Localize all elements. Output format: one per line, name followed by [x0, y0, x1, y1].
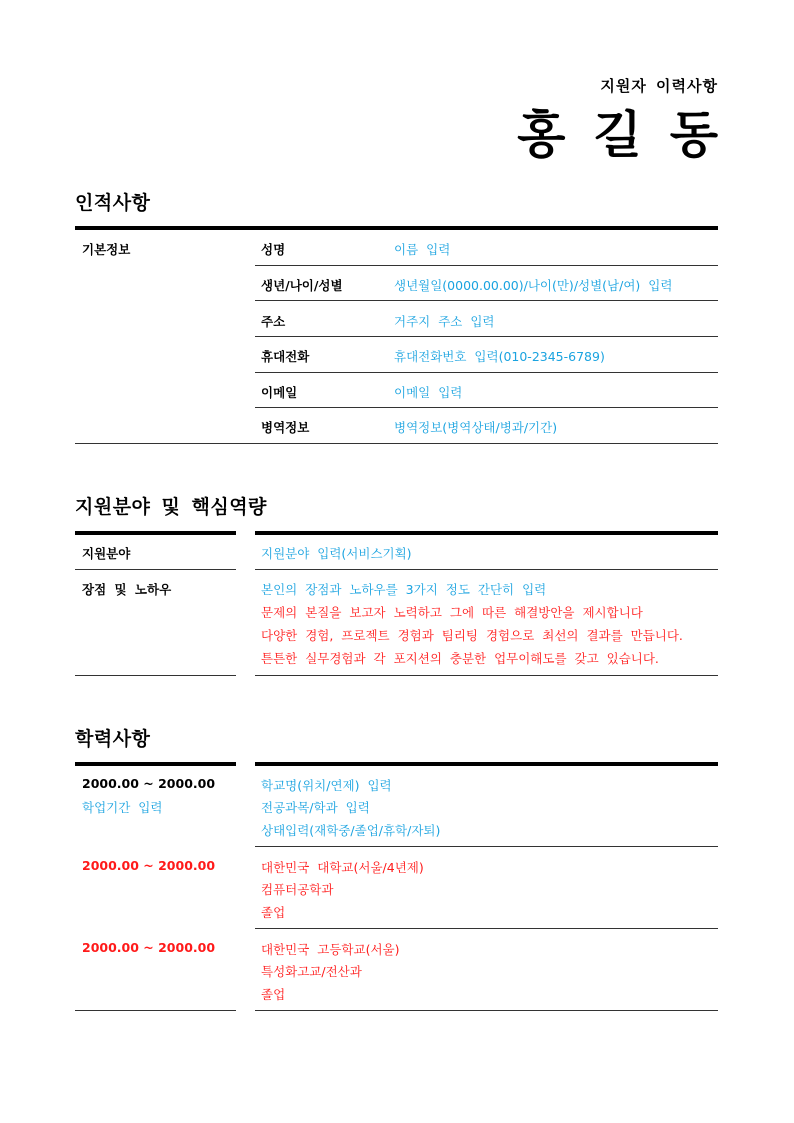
row-label-strengths: 장점 및 노하우 — [82, 582, 172, 597]
strength-line[interactable]: 본인의 장점과 노하우를 3가지 정도 간단히 입력 — [261, 582, 547, 597]
strength-line[interactable]: 문제의 본질을 보고자 노력하고 그에 따른 해결방안을 제시합니다 — [261, 605, 643, 620]
document-subtitle: 지원자 이력사항 — [600, 77, 718, 95]
applicant-name: 홍길동 — [517, 106, 746, 164]
divider — [75, 443, 718, 444]
education-period[interactable]: 2000.00 ~ 2000.00 — [82, 940, 216, 955]
row-label: 생년/나이/성별 — [261, 278, 343, 293]
education-period[interactable]: 2000.00 ~ 2000.00 — [82, 776, 216, 791]
education-school[interactable]: 대한민국 고등학교(서울) — [261, 942, 400, 957]
row-value-address[interactable]: 거주지 주소 입력 — [394, 314, 495, 329]
section-title-personal: 인적사항 — [75, 192, 151, 214]
education-major[interactable]: 전공과목/학과 입력 — [261, 800, 370, 815]
education-status[interactable]: 상태입력(재학중/졸업/휴학/자퇴) — [261, 823, 441, 838]
row-value-phone[interactable]: 휴대전화번호 입력(010-2345-6789) — [394, 349, 605, 364]
row-value-birth[interactable]: 생년월일(0000.00.00)/나이(만)/성별(남/여) 입력 — [394, 278, 673, 293]
education-major[interactable]: 특성화고교/전산과 — [261, 964, 362, 979]
group-label-basic-info: 기본정보 — [82, 242, 131, 257]
divider — [75, 675, 236, 676]
row-label: 성명 — [261, 242, 286, 257]
section-title-education: 학력사항 — [75, 728, 151, 750]
education-school[interactable]: 학교명(위치/연제) 입력 — [261, 778, 392, 793]
divider — [255, 336, 718, 337]
divider — [255, 265, 718, 266]
divider — [75, 762, 236, 766]
divider — [255, 569, 718, 570]
row-value-name[interactable]: 이름 입력 — [394, 242, 451, 257]
row-label-applied-field: 지원분야 — [82, 546, 131, 561]
row-value-email[interactable]: 이메일 입력 — [394, 385, 463, 400]
strength-line[interactable]: 다양한 경험, 프로젝트 경험과 팀리팅 경험으로 최선의 결과를 만듭니다. — [261, 628, 683, 643]
education-major[interactable]: 컴퓨터공학과 — [261, 882, 334, 897]
education-school[interactable]: 대한민국 대학교(서울/4년제) — [261, 860, 424, 875]
education-period-note[interactable]: 학업기간 입력 — [82, 800, 163, 815]
row-label: 휴대전화 — [261, 349, 310, 364]
education-status[interactable]: 졸업 — [261, 905, 286, 920]
divider — [255, 762, 718, 766]
education-status[interactable]: 졸업 — [261, 987, 286, 1002]
divider — [255, 675, 718, 676]
applied-field-value[interactable]: 지원분야 입력(서비스기획) — [261, 546, 412, 561]
row-label: 주소 — [261, 314, 286, 329]
divider — [255, 531, 718, 535]
row-value-military[interactable]: 병역정보(병역상태/병과/기간) — [394, 420, 558, 435]
divider — [255, 372, 718, 373]
section-title-field: 지원분야 및 핵심역량 — [75, 496, 267, 518]
divider — [255, 928, 718, 929]
divider — [75, 531, 236, 535]
divider — [255, 846, 718, 847]
divider — [75, 1010, 236, 1011]
row-label: 병역정보 — [261, 420, 310, 435]
row-label: 이메일 — [261, 385, 298, 400]
divider — [75, 569, 236, 570]
divider — [255, 1010, 718, 1011]
strength-line[interactable]: 튼튼한 실무경험과 각 포지션의 충분한 업무이해도를 갖고 있습니다. — [261, 651, 659, 666]
divider — [75, 226, 718, 230]
divider — [255, 407, 718, 408]
divider — [255, 300, 718, 301]
education-period[interactable]: 2000.00 ~ 2000.00 — [82, 858, 216, 873]
